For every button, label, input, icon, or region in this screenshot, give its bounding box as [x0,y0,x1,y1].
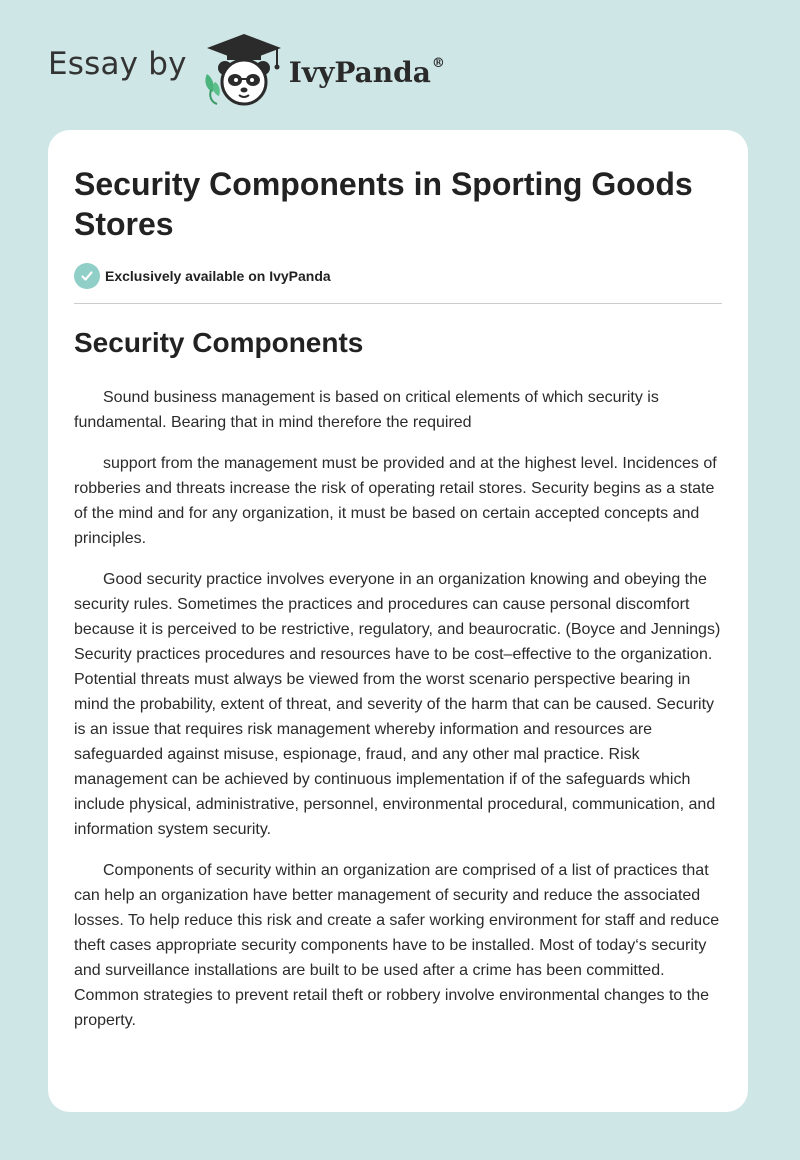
exclusive-label: Exclusively available on IvyPanda [105,268,331,284]
essay-body [74,385,724,1049]
paragraph: support from the management must be provided and at the highest level. Incidences of robberies and threats increase the risk of operating retail stores. Security begins as a state of the mind and for any organization, it must be based on certain accepted concepts and principles. [74,455,717,547]
exclusive-badge [74,263,331,289]
page-title: Security Components in Sporting Goods Stores [74,166,693,242]
essay-card [48,130,748,1112]
paragraph: Components of security within an organization are comprised of a list of practices that can help an organization have better management of security and reduce the associated losses. To help reduce this risk and create a safer working environment for staff and reduce theft cases appropriate security components have to be installed. Most of today‘s security and surveillance installations are built to be used after a crime has been committed. Common strategies to prevent retail theft or robbery involve environmental changes to the property. [74,862,720,1029]
section-heading: Security Components [74,327,364,358]
site-header [48,30,445,110]
registered-mark: ® [431,56,445,72]
essay-by-label: Essay by [48,46,187,82]
panda-graduate-icon[interactable] [201,30,287,110]
divider [74,303,722,304]
paragraph: Sound business management is based on critical elements of which security is fundamental. Bearing that in mind therefore the required [74,389,659,431]
paragraph: Good security practice involves everyone in an organization knowing and obeying the security rules. Sometimes the practices and procedures can cause personal discomfort because it is perceived to be restrictive, regulatory, and beaurocratic. (Boyce and Jennings) Security practices procedures and resources have to be cost–effective to the organization. Potential threats must always be viewed from the worst scenario perspective bearing in mind the probability, extent of threat, and severity of the harm that can be caused. Security is an issue that requires risk management whereby information and resources are safeguarded against misuse, espionage, fraud, and any other mal practice. Risk management can be achieved by continuous implementation if of the safeguards which include physical, administrative, personnel, environmental procedural, communication, and information system security. [74,571,721,838]
check-circle-icon [74,263,100,289]
brand-name[interactable]: IvyPanda® [288,55,445,89]
